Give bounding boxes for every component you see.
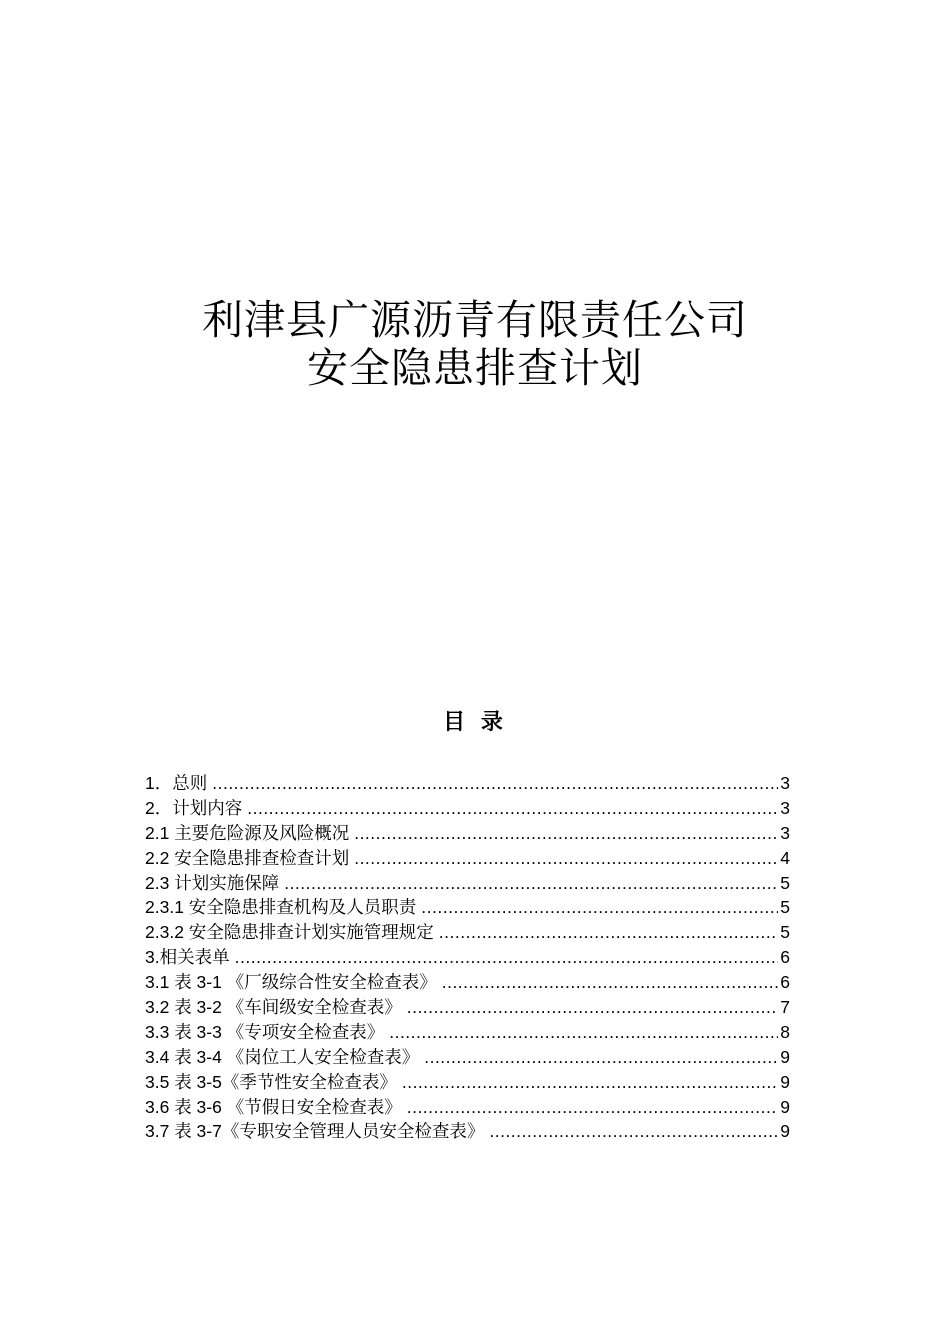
toc-entry[interactable] <box>145 1070 790 1095</box>
toc-dot-leader <box>284 871 778 896</box>
table-of-contents <box>145 771 790 1144</box>
toc-entry-page: 6 <box>780 947 790 968</box>
title-company: 利津县广源沥青有限责任公司 <box>202 296 748 344</box>
toc-entry-label: 2.3.1 安全隐患排查机构及人员职责 <box>145 897 417 918</box>
toc-entry-label: 3.1 表 3-1 《厂级综合性安全检查表》 <box>145 972 437 993</box>
toc-entry[interactable] <box>145 796 790 821</box>
toc-entry[interactable] <box>145 1020 790 1045</box>
title-plan: 安全隐患排查计划 <box>307 344 643 392</box>
toc-entry-page: 3 <box>780 797 790 818</box>
toc-heading: 目 录 <box>443 710 507 735</box>
toc-entry-page: 5 <box>780 897 790 918</box>
toc-dot-leader <box>439 920 778 945</box>
toc-entry[interactable] <box>145 871 790 896</box>
toc-entry-label: 3.3 表 3-3 《专项安全检查表》 <box>145 1021 385 1042</box>
toc-entry[interactable] <box>145 821 790 846</box>
toc-entry-page: 3 <box>780 773 790 793</box>
toc-dot-leader <box>212 771 778 796</box>
toc-entry[interactable] <box>145 895 790 920</box>
toc-entry-label: 1．总则 <box>145 773 208 793</box>
toc-entry[interactable] <box>145 1095 790 1120</box>
toc-entry-label: 3.6 表 3-6 《节假日安全检查表》 <box>145 1096 402 1117</box>
toc-entry-page: 9 <box>780 1046 790 1067</box>
toc-dot-leader <box>402 1070 778 1095</box>
toc-dot-leader <box>235 945 779 970</box>
toc-entry[interactable] <box>145 995 790 1020</box>
toc-dot-leader <box>389 1020 778 1045</box>
toc-entry-page: 4 <box>780 847 790 868</box>
toc-entry-page: 9 <box>780 1121 790 1142</box>
toc-dot-leader <box>354 821 778 846</box>
toc-entry[interactable] <box>145 1119 790 1144</box>
toc-entry-label: 3.5 表 3-5《季节性安全检查表》 <box>145 1071 397 1092</box>
toc-entry-page: 7 <box>780 997 790 1018</box>
toc-entry-page: 8 <box>780 1021 790 1042</box>
toc-entry-label: 2.3 计划实施保障 <box>145 872 280 893</box>
toc-dot-leader <box>407 995 779 1020</box>
toc-dot-leader <box>421 895 778 920</box>
toc-entry-label: 2.1 主要危险源及风险概况 <box>145 822 350 843</box>
toc-dot-leader <box>407 1095 779 1120</box>
toc-entry[interactable] <box>145 970 790 995</box>
toc-entry-label: 3.相关表单 <box>145 947 230 968</box>
toc-dot-leader <box>247 796 778 821</box>
document-title <box>0 296 950 392</box>
toc-dot-leader <box>442 970 779 995</box>
toc-dot-leader <box>354 846 778 871</box>
toc-dot-leader <box>489 1119 778 1144</box>
toc-entry-label: 3.4 表 3-4 《岗位工人安全检查表》 <box>145 1046 420 1067</box>
toc-entry-label: 3.7 表 3-7《专职安全管理人员安全检查表》 <box>145 1121 485 1142</box>
toc-entry[interactable] <box>145 945 790 970</box>
toc-dot-leader <box>424 1045 778 1070</box>
toc-entry[interactable] <box>145 846 790 871</box>
toc-entry[interactable] <box>145 771 790 796</box>
toc-entry-label: 2.2 安全隐患排查检查计划 <box>145 847 350 868</box>
toc-entry-page: 9 <box>780 1071 790 1092</box>
toc-entry[interactable] <box>145 1045 790 1070</box>
toc-entry-label: 2．计划内容 <box>145 797 243 818</box>
toc-entry-label: 3.2 表 3-2 《车间级安全检查表》 <box>145 997 402 1018</box>
toc-entry-page: 5 <box>780 872 790 893</box>
toc-entry-page: 9 <box>780 1096 790 1117</box>
toc-entry-page: 3 <box>780 822 790 843</box>
toc-entry-label: 2.3.2 安全隐患排查计划实施管理规定 <box>145 922 434 943</box>
toc-entry-page: 5 <box>780 922 790 943</box>
toc-entry[interactable] <box>145 920 790 945</box>
toc-entry-page: 6 <box>780 972 790 993</box>
